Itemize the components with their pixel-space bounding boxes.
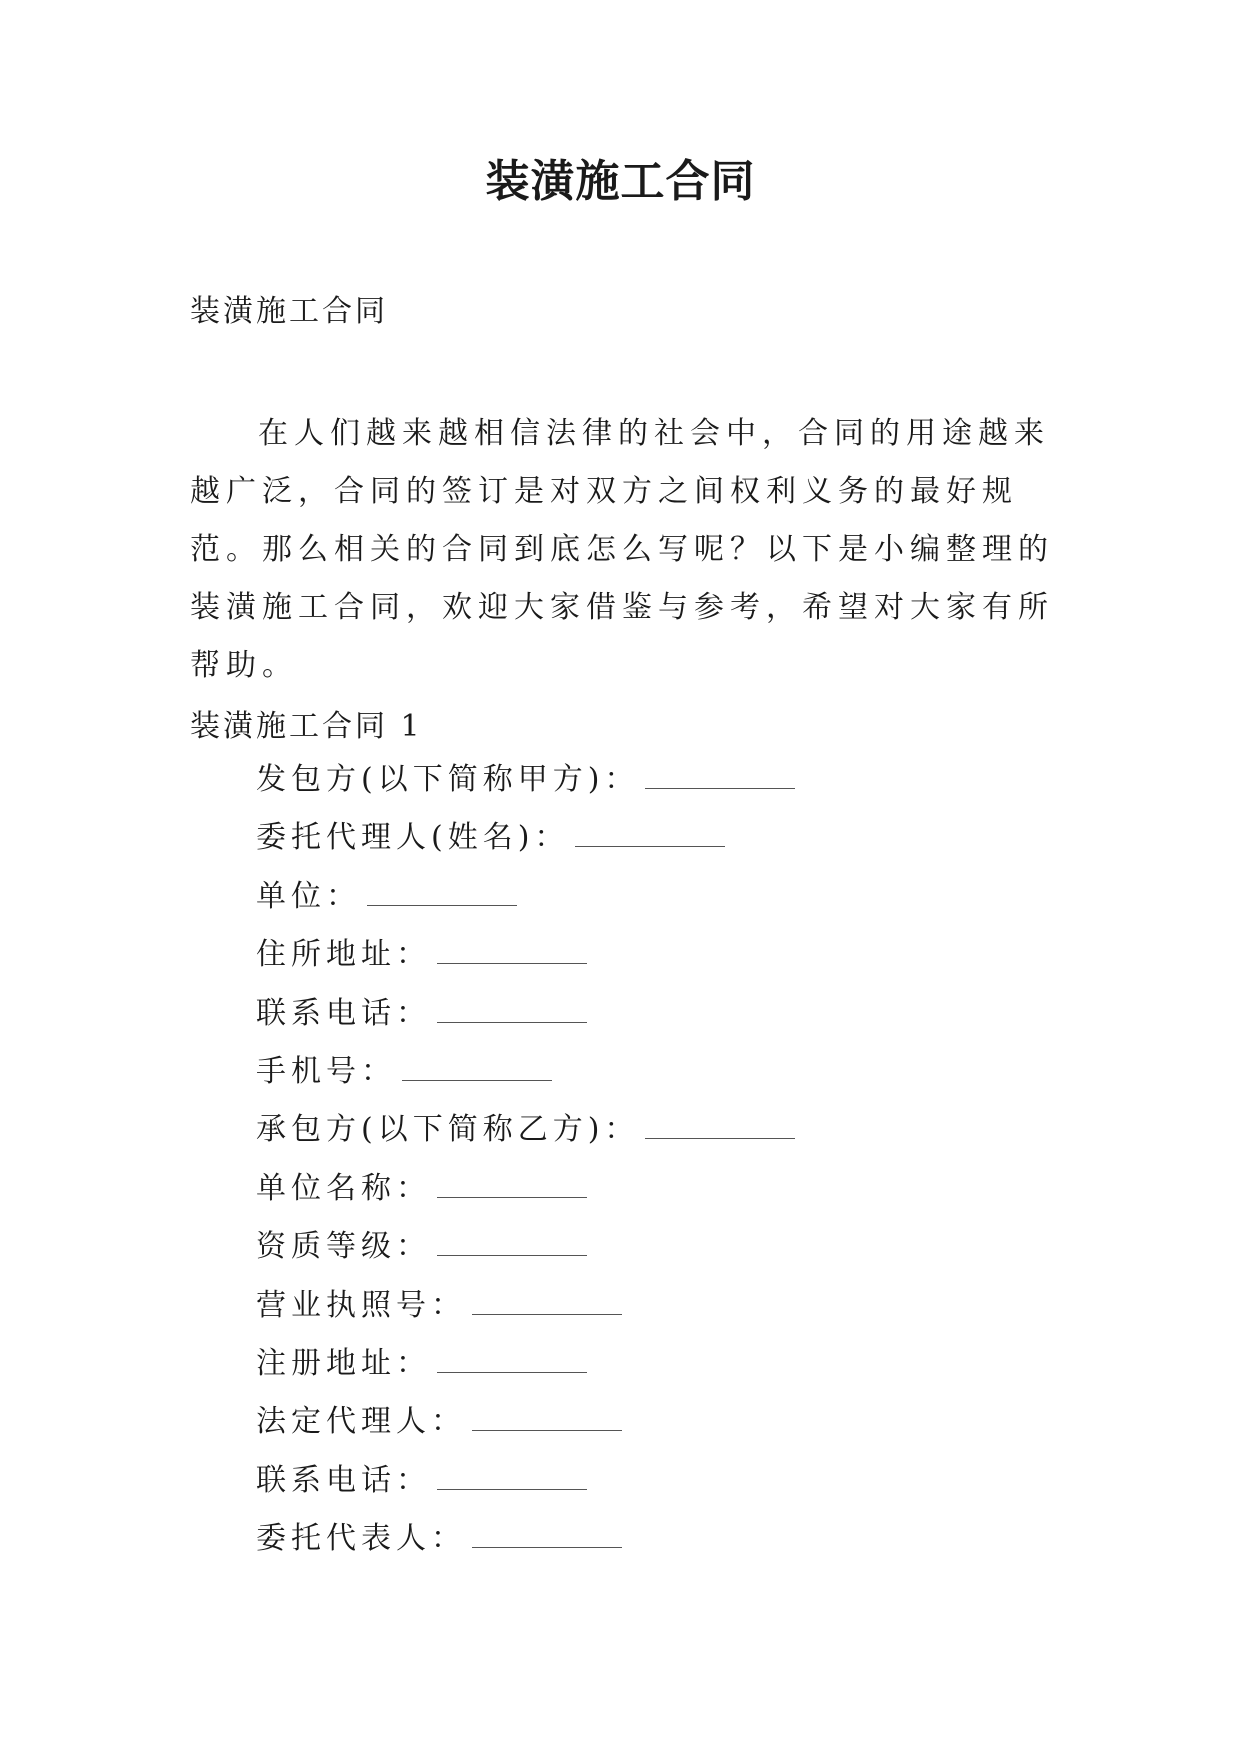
field-label: 联系电话： [256, 1462, 431, 1498]
field-phone-b [256, 1459, 795, 1517]
field-address [256, 933, 795, 991]
section-title: 装潢施工合同 1 [190, 709, 423, 744]
contract-fields-list [256, 758, 795, 1575]
field-label: 委托代理人(姓名)： [256, 820, 570, 856]
field-label: 法定代理人： [256, 1404, 466, 1440]
field-party-a [256, 758, 795, 816]
field-unit [256, 875, 795, 933]
field-registered-address [256, 1342, 795, 1400]
fill-in-blank [367, 875, 517, 906]
field-legal-representative [256, 1400, 795, 1458]
fill-in-blank [402, 1050, 552, 1081]
field-label: 委托代表人： [256, 1521, 466, 1557]
fill-in-blank [437, 1342, 587, 1373]
fill-in-blank [645, 1108, 795, 1139]
field-label: 资质等级： [256, 1229, 431, 1265]
intro-paragraph: 在人们越来越相信法律的社会中，合同的用途越来越广泛，合同的签订是对双方之间权利义务的最好规范。那么相关的合同到底怎么写呢？以下是小编整理的装潢施工合同，欢迎大家借鉴与参考，希望对大家有所帮助。 [190, 416, 1054, 683]
field-label: 手机号： [256, 1053, 396, 1089]
field-label: 单位名称： [256, 1170, 431, 1206]
document-title: 装潢施工合同 [485, 156, 756, 207]
fill-in-blank [437, 1459, 587, 1490]
field-agent-name [256, 816, 795, 874]
field-phone-a [256, 992, 795, 1050]
field-label: 单位： [256, 878, 361, 914]
fill-in-blank [472, 1284, 622, 1315]
field-qualification [256, 1225, 795, 1283]
fill-in-blank [645, 758, 795, 789]
field-label: 联系电话： [256, 995, 431, 1031]
field-authorized-representative [256, 1517, 795, 1575]
fill-in-blank [472, 1517, 622, 1548]
document-subtitle: 装潢施工合同 [190, 294, 388, 329]
field-business-license [256, 1284, 795, 1342]
fill-in-blank [437, 1167, 587, 1198]
fill-in-blank [437, 1225, 587, 1256]
field-label: 营业执照号： [256, 1287, 466, 1323]
field-mobile [256, 1050, 795, 1108]
fill-in-blank [575, 816, 725, 847]
field-label: 注册地址： [256, 1345, 431, 1381]
field-party-b [256, 1108, 795, 1166]
fill-in-blank [437, 933, 587, 964]
field-unit-name [256, 1167, 795, 1225]
fill-in-blank [472, 1400, 622, 1431]
fill-in-blank [437, 992, 587, 1023]
field-label: 承包方(以下简称乙方)： [256, 1112, 640, 1148]
field-label: 发包方(以下简称甲方)： [256, 762, 640, 797]
field-label: 住所地址： [256, 937, 431, 973]
